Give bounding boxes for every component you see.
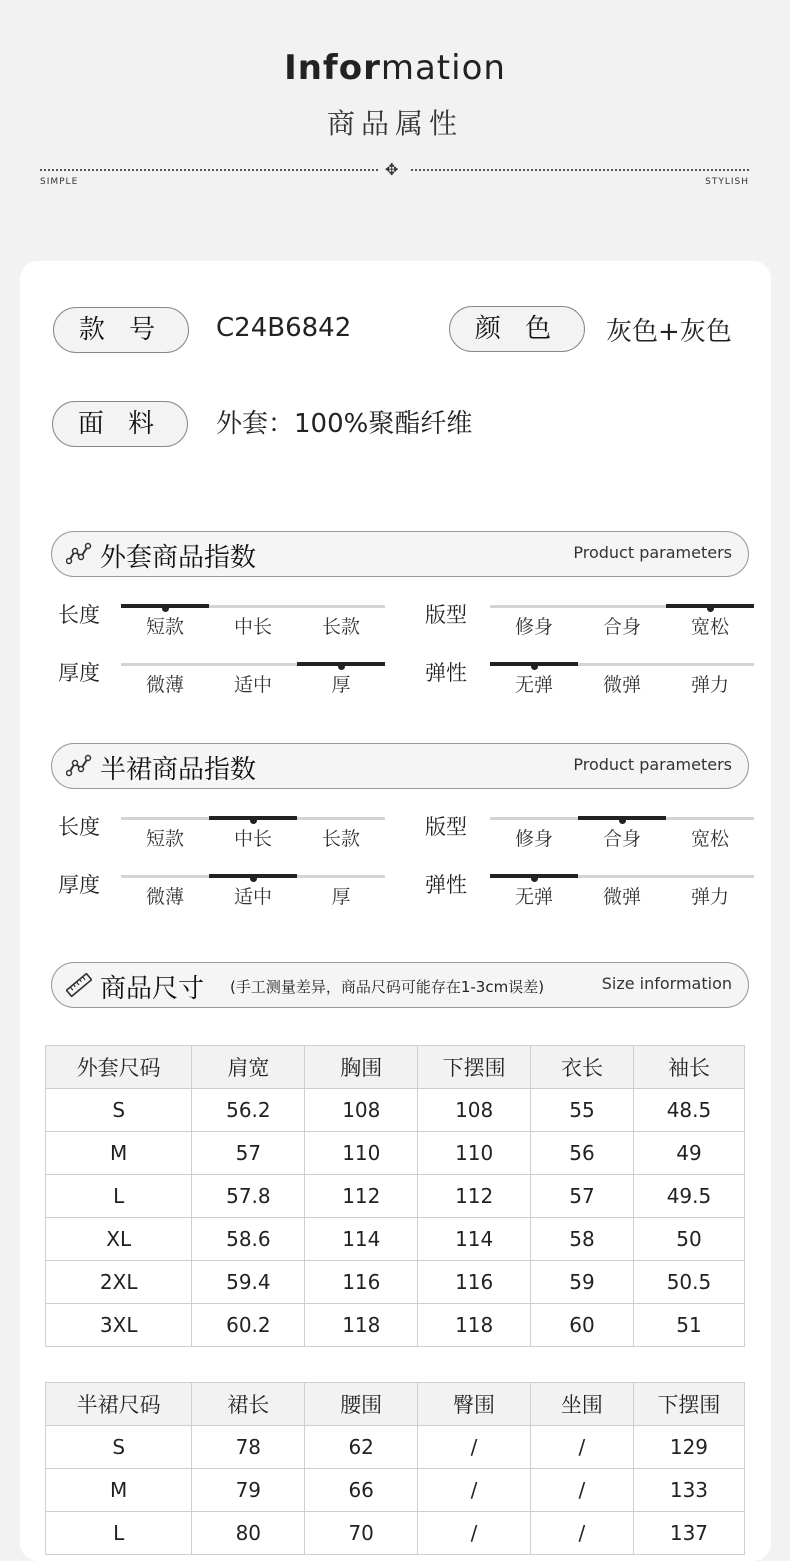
table-cell: / <box>418 1426 531 1469</box>
table-cell: 55 <box>531 1089 634 1132</box>
table-cell: 59 <box>531 1261 634 1304</box>
table-cell: / <box>418 1512 531 1555</box>
table-cell: / <box>418 1469 531 1512</box>
table-cell: 56.2 <box>192 1089 305 1132</box>
trend-icon <box>66 754 92 778</box>
table-cell: 78 <box>192 1426 305 1469</box>
jacket-index-subtitle: Product parameters <box>573 543 732 562</box>
index-option: 长款 <box>321 616 360 638</box>
index-label: 弹性 <box>425 661 467 685</box>
index-label: 长度 <box>58 815 100 839</box>
table-cell: 133 <box>633 1469 744 1512</box>
page-title-cn: 商品属性 <box>326 107 463 140</box>
table-cell: 58 <box>531 1218 634 1261</box>
page-title-en <box>0 48 790 88</box>
table-cell: 80 <box>192 1512 305 1555</box>
index-option: 宽松 <box>690 616 729 638</box>
size-title: 商品尺寸 <box>100 974 205 1004</box>
index-option: 适中 <box>233 886 272 908</box>
index-option: 修身 <box>514 828 553 850</box>
jacket-index-header <box>51 531 749 577</box>
index-option: 短款 <box>145 828 184 850</box>
index-label: 长度 <box>58 603 100 627</box>
skirt-index-header <box>51 743 749 789</box>
index-option: 中长 <box>233 616 272 638</box>
index-option: 合身 <box>602 828 641 850</box>
divider-left <box>40 169 378 171</box>
table-cell: 114 <box>418 1218 531 1261</box>
table-cell: 70 <box>305 1512 418 1555</box>
table-header-cell: 下摆围 <box>418 1046 531 1089</box>
table-cell: 108 <box>305 1089 418 1132</box>
table-cell: / <box>530 1426 633 1469</box>
table-header-cell: 胸围 <box>305 1046 418 1089</box>
table-cell: S <box>46 1426 192 1469</box>
table-cell: 137 <box>633 1512 744 1555</box>
index-option: 修身 <box>514 616 553 638</box>
info-card <box>20 261 771 1561</box>
index-option: 微薄 <box>145 674 184 696</box>
table-cell: 108 <box>418 1089 531 1132</box>
index-option: 微弹 <box>602 886 641 908</box>
table-cell: XL <box>46 1218 192 1261</box>
table-cell: 49.5 <box>633 1175 744 1218</box>
index-option: 微弹 <box>602 674 641 696</box>
table-cell: 48.5 <box>633 1089 744 1132</box>
table-row <box>46 1469 745 1512</box>
table-cell: 79 <box>192 1469 305 1512</box>
index-option: 适中 <box>233 674 272 696</box>
index-selected-marker <box>297 662 385 666</box>
index-selected-marker <box>209 816 297 820</box>
skirt-index-title: 半裙商品指数 <box>100 755 257 785</box>
table-cell: 62 <box>305 1426 418 1469</box>
index-option: 弹力 <box>690 886 729 908</box>
table-header-cell: 袖长 <box>633 1046 744 1089</box>
table-row <box>46 1426 745 1469</box>
jacket-index-title: 外套商品指数 <box>100 543 257 573</box>
table-cell: 116 <box>305 1261 418 1304</box>
style-no-value: C24B6842 <box>216 313 352 343</box>
index-option: 厚 <box>331 886 351 908</box>
table-cell: / <box>530 1512 633 1555</box>
table-cell: 118 <box>305 1304 418 1347</box>
color-label: 颜 色 <box>449 306 585 352</box>
table-cell: 57 <box>192 1132 305 1175</box>
table-row <box>46 1089 745 1132</box>
index-option: 无弹 <box>514 674 553 696</box>
table-cell: 50 <box>633 1218 744 1261</box>
table-header-cell: 腰围 <box>305 1383 418 1426</box>
index-option: 长款 <box>321 828 360 850</box>
table-header-cell: 外套尺码 <box>46 1046 192 1089</box>
trend-icon <box>66 542 92 566</box>
table-cell: 60 <box>531 1304 634 1347</box>
table-row <box>46 1261 745 1304</box>
skirt-size-table <box>45 1382 745 1555</box>
index-option: 无弹 <box>514 886 553 908</box>
table-cell: 112 <box>418 1175 531 1218</box>
table-header-cell: 下摆围 <box>633 1383 744 1426</box>
table-header-cell: 半裙尺码 <box>46 1383 192 1426</box>
index-option: 弹力 <box>690 674 729 696</box>
table-cell: M <box>46 1132 192 1175</box>
table-cell: 129 <box>633 1426 744 1469</box>
table-row <box>46 1132 745 1175</box>
table-cell: L <box>46 1512 192 1555</box>
skirt-index-subtitle: Product parameters <box>573 755 732 774</box>
index-selected-marker <box>209 874 297 878</box>
table-cell: 50.5 <box>633 1261 744 1304</box>
index-label: 弹性 <box>425 873 467 897</box>
jacket-size-table <box>45 1045 745 1347</box>
divider-right <box>411 169 749 171</box>
table-cell: 2XL <box>46 1261 192 1304</box>
table-cell: 3XL <box>46 1304 192 1347</box>
size-header <box>51 962 749 1008</box>
style-no-label: 款 号 <box>53 307 189 353</box>
index-option: 宽松 <box>690 828 729 850</box>
index-selected-marker <box>121 604 209 608</box>
table-cell: / <box>530 1469 633 1512</box>
tag-stylish: STYLISH <box>705 177 749 187</box>
size-subtitle: Size information <box>601 974 732 993</box>
index-label: 厚度 <box>58 873 100 897</box>
title-bold: Infor <box>284 48 381 88</box>
table-cell: S <box>46 1089 192 1132</box>
cross-ornament-icon: ✥ <box>385 160 399 179</box>
table-cell: 57 <box>531 1175 634 1218</box>
table-cell: 118 <box>418 1304 531 1347</box>
table-header-cell: 裙长 <box>192 1383 305 1426</box>
index-label: 版型 <box>425 815 467 839</box>
index-option: 厚 <box>331 674 351 696</box>
table-header-row <box>46 1046 745 1089</box>
table-row <box>46 1218 745 1261</box>
table-row <box>46 1304 745 1347</box>
color-value: 灰色+灰色 <box>606 317 732 347</box>
table-cell: M <box>46 1469 192 1512</box>
table-cell: 58.6 <box>192 1218 305 1261</box>
table-cell: 59.4 <box>192 1261 305 1304</box>
table-header-cell: 肩宽 <box>192 1046 305 1089</box>
size-note: (手工测量差异，商品尺码可能存在1-3cm误差) <box>230 978 545 996</box>
table-row <box>46 1512 745 1555</box>
index-selected-marker <box>666 604 754 608</box>
table-cell: 114 <box>305 1218 418 1261</box>
index-selected-marker <box>490 874 578 878</box>
index-selected-marker <box>490 662 578 666</box>
table-header-cell: 臀围 <box>418 1383 531 1426</box>
table-row <box>46 1175 745 1218</box>
index-option: 微薄 <box>145 886 184 908</box>
tag-simple: SIMPLE <box>40 177 79 187</box>
index-label: 版型 <box>425 603 467 627</box>
table-cell: 110 <box>418 1132 531 1175</box>
table-cell: 51 <box>633 1304 744 1347</box>
table-cell: 57.8 <box>192 1175 305 1218</box>
index-selected-marker <box>578 816 666 820</box>
table-cell: L <box>46 1175 192 1218</box>
ruler-icon <box>66 973 92 997</box>
index-option: 合身 <box>602 616 641 638</box>
index-label: 厚度 <box>58 661 100 685</box>
table-cell: 56 <box>531 1132 634 1175</box>
table-header-cell: 衣长 <box>531 1046 634 1089</box>
table-cell: 110 <box>305 1132 418 1175</box>
title-light: mation <box>380 48 506 88</box>
table-header-cell: 坐围 <box>530 1383 633 1426</box>
table-header-row <box>46 1383 745 1426</box>
table-cell: 116 <box>418 1261 531 1304</box>
index-option: 短款 <box>145 616 184 638</box>
index-option: 中长 <box>233 828 272 850</box>
table-cell: 112 <box>305 1175 418 1218</box>
table-cell: 66 <box>305 1469 418 1512</box>
fabric-value: 外套：100%聚酯纤维 <box>216 409 473 439</box>
fabric-label: 面 料 <box>52 401 188 447</box>
table-cell: 60.2 <box>192 1304 305 1347</box>
table-cell: 49 <box>633 1132 744 1175</box>
